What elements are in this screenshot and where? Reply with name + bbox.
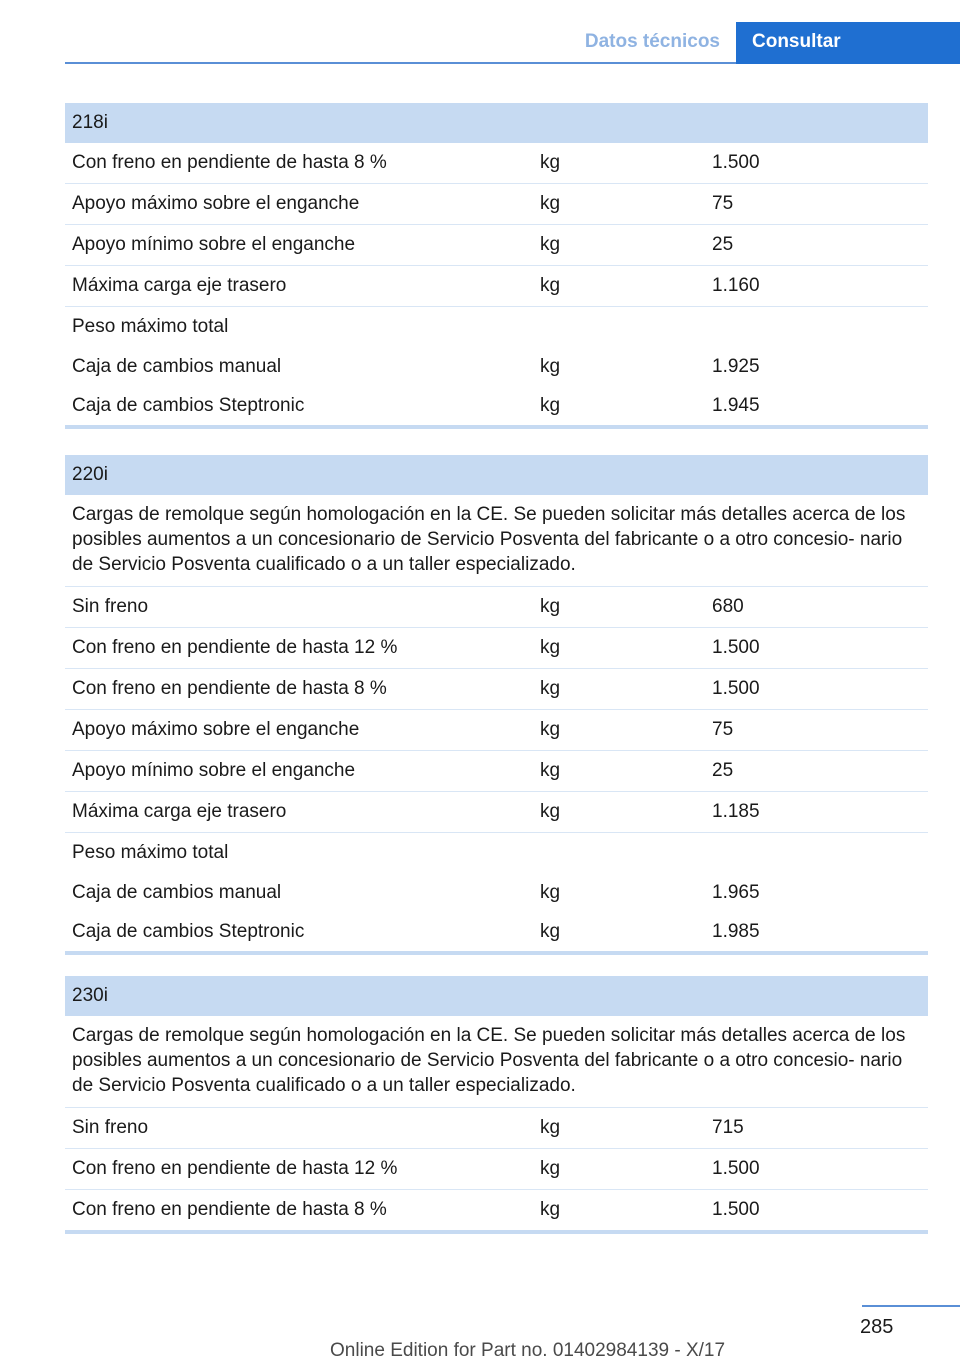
row-value: 1.965 — [712, 882, 760, 903]
row-value: 1.500 — [712, 1158, 760, 1179]
table-title: 230i — [65, 976, 928, 1016]
row-unit: kg — [540, 152, 561, 173]
row-unit: kg — [540, 921, 561, 942]
row-unit: kg — [540, 1117, 561, 1138]
total-weight-label: Peso máximo total — [72, 316, 229, 337]
footer-rule — [862, 1305, 960, 1307]
spec-table-218i — [65, 103, 928, 429]
table-row — [65, 710, 928, 751]
row-label: Con freno en pendiente de hasta 8 % — [72, 152, 387, 173]
row-label: Sin freno — [72, 596, 149, 617]
row-label: Con freno en pendiente de hasta 8 % — [72, 1199, 387, 1220]
row-unit: kg — [540, 801, 561, 822]
spec-table-230i — [65, 976, 928, 1234]
table-row — [65, 587, 928, 628]
page-number: 285 — [860, 1316, 894, 1338]
table-row — [65, 225, 928, 266]
table-row — [65, 669, 928, 710]
row-label: Máxima carga eje trasero — [72, 275, 287, 296]
row-unit: kg — [540, 193, 561, 214]
table-row — [65, 266, 928, 307]
row-unit: kg — [540, 678, 561, 699]
homologation-note: Cargas de remolque según homologación en la CE. Se pueden solicitar más detalles acerca de los posibles aumentos a un concesionario de Servicio Posventa del fabricante o a otro concesio‐ nario de Servicio Posventa cualificado o a un taller especializado. — [65, 1016, 928, 1108]
row-label: Apoyo máximo sobre el enganche — [72, 719, 360, 740]
row-label: Caja de cambios Steptronic — [72, 921, 305, 942]
table-row — [65, 184, 928, 225]
row-label: Máxima carga eje trasero — [72, 801, 287, 822]
row-value: 1.160 — [712, 275, 760, 296]
row-value: 1.185 — [712, 801, 760, 822]
row-value: 1.500 — [712, 678, 760, 699]
row-label: Apoyo mínimo sobre el enganche — [72, 234, 356, 255]
row-value: 1.500 — [712, 637, 760, 658]
row-value: 1.500 — [712, 152, 760, 173]
row-unit: kg — [540, 637, 561, 658]
table-row — [65, 143, 928, 184]
row-value: 75 — [712, 193, 734, 214]
table-row — [65, 1190, 928, 1230]
top-navigation — [65, 22, 960, 64]
table-row — [65, 792, 928, 833]
row-unit: kg — [540, 1199, 561, 1220]
row-label: Caja de cambios Steptronic — [72, 395, 305, 416]
table-title: 218i — [65, 103, 928, 143]
row-value: 1.500 — [712, 1199, 760, 1220]
row-unit: kg — [540, 275, 561, 296]
row-value: 75 — [712, 719, 734, 740]
table-row — [65, 628, 928, 669]
spec-table-220i — [65, 455, 928, 955]
row-label: Caja de cambios manual — [72, 882, 282, 903]
row-unit: kg — [540, 234, 561, 255]
total-weight-heading-row — [65, 833, 928, 873]
row-value: 680 — [712, 596, 744, 617]
row-label: Con freno en pendiente de hasta 12 % — [72, 637, 398, 658]
row-unit: kg — [540, 719, 561, 740]
row-unit: kg — [540, 596, 561, 617]
table-row — [65, 1108, 928, 1149]
row-value: 1.925 — [712, 356, 760, 377]
table-row — [65, 347, 928, 386]
table-row — [65, 751, 928, 792]
row-value: 1.945 — [712, 395, 760, 416]
edition-footer: Online Edition for Part no. 01402984139 - X/17 — [330, 1340, 726, 1361]
homologation-note: Cargas de remolque según homologación en la CE. Se pueden solicitar más detalles acerca de los posibles aumentos a un concesionario de Servicio Posventa del fabricante o a otro concesio‐ nario de Servicio Posventa cualificado o a un taller especializado. — [65, 495, 928, 587]
row-value: 715 — [712, 1117, 744, 1138]
row-unit: kg — [540, 356, 561, 377]
row-unit: kg — [540, 760, 561, 781]
row-label: Con freno en pendiente de hasta 12 % — [72, 1158, 398, 1179]
table-row — [65, 873, 928, 912]
table-row — [65, 912, 928, 951]
table-row — [65, 1149, 928, 1190]
row-label: Apoyo máximo sobre el enganche — [72, 193, 360, 214]
row-label: Apoyo mínimo sobre el enganche — [72, 760, 356, 781]
row-label: Caja de cambios manual — [72, 356, 282, 377]
row-label: Sin freno — [72, 1117, 149, 1138]
row-value: 1.985 — [712, 921, 760, 942]
table-title: 220i — [65, 455, 928, 495]
section-tab-datos-tecnicos[interactable]: Datos técnicos — [584, 31, 720, 52]
row-value: 25 — [712, 760, 734, 781]
total-weight-label: Peso máximo total — [72, 842, 229, 863]
row-unit: kg — [540, 395, 561, 416]
row-label: Con freno en pendiente de hasta 8 % — [72, 678, 387, 699]
total-weight-heading-row — [65, 307, 928, 347]
active-tab-consultar[interactable]: Consultar — [736, 22, 960, 64]
row-value: 25 — [712, 234, 734, 255]
row-unit: kg — [540, 882, 561, 903]
table-row — [65, 386, 928, 425]
row-unit: kg — [540, 1158, 561, 1179]
